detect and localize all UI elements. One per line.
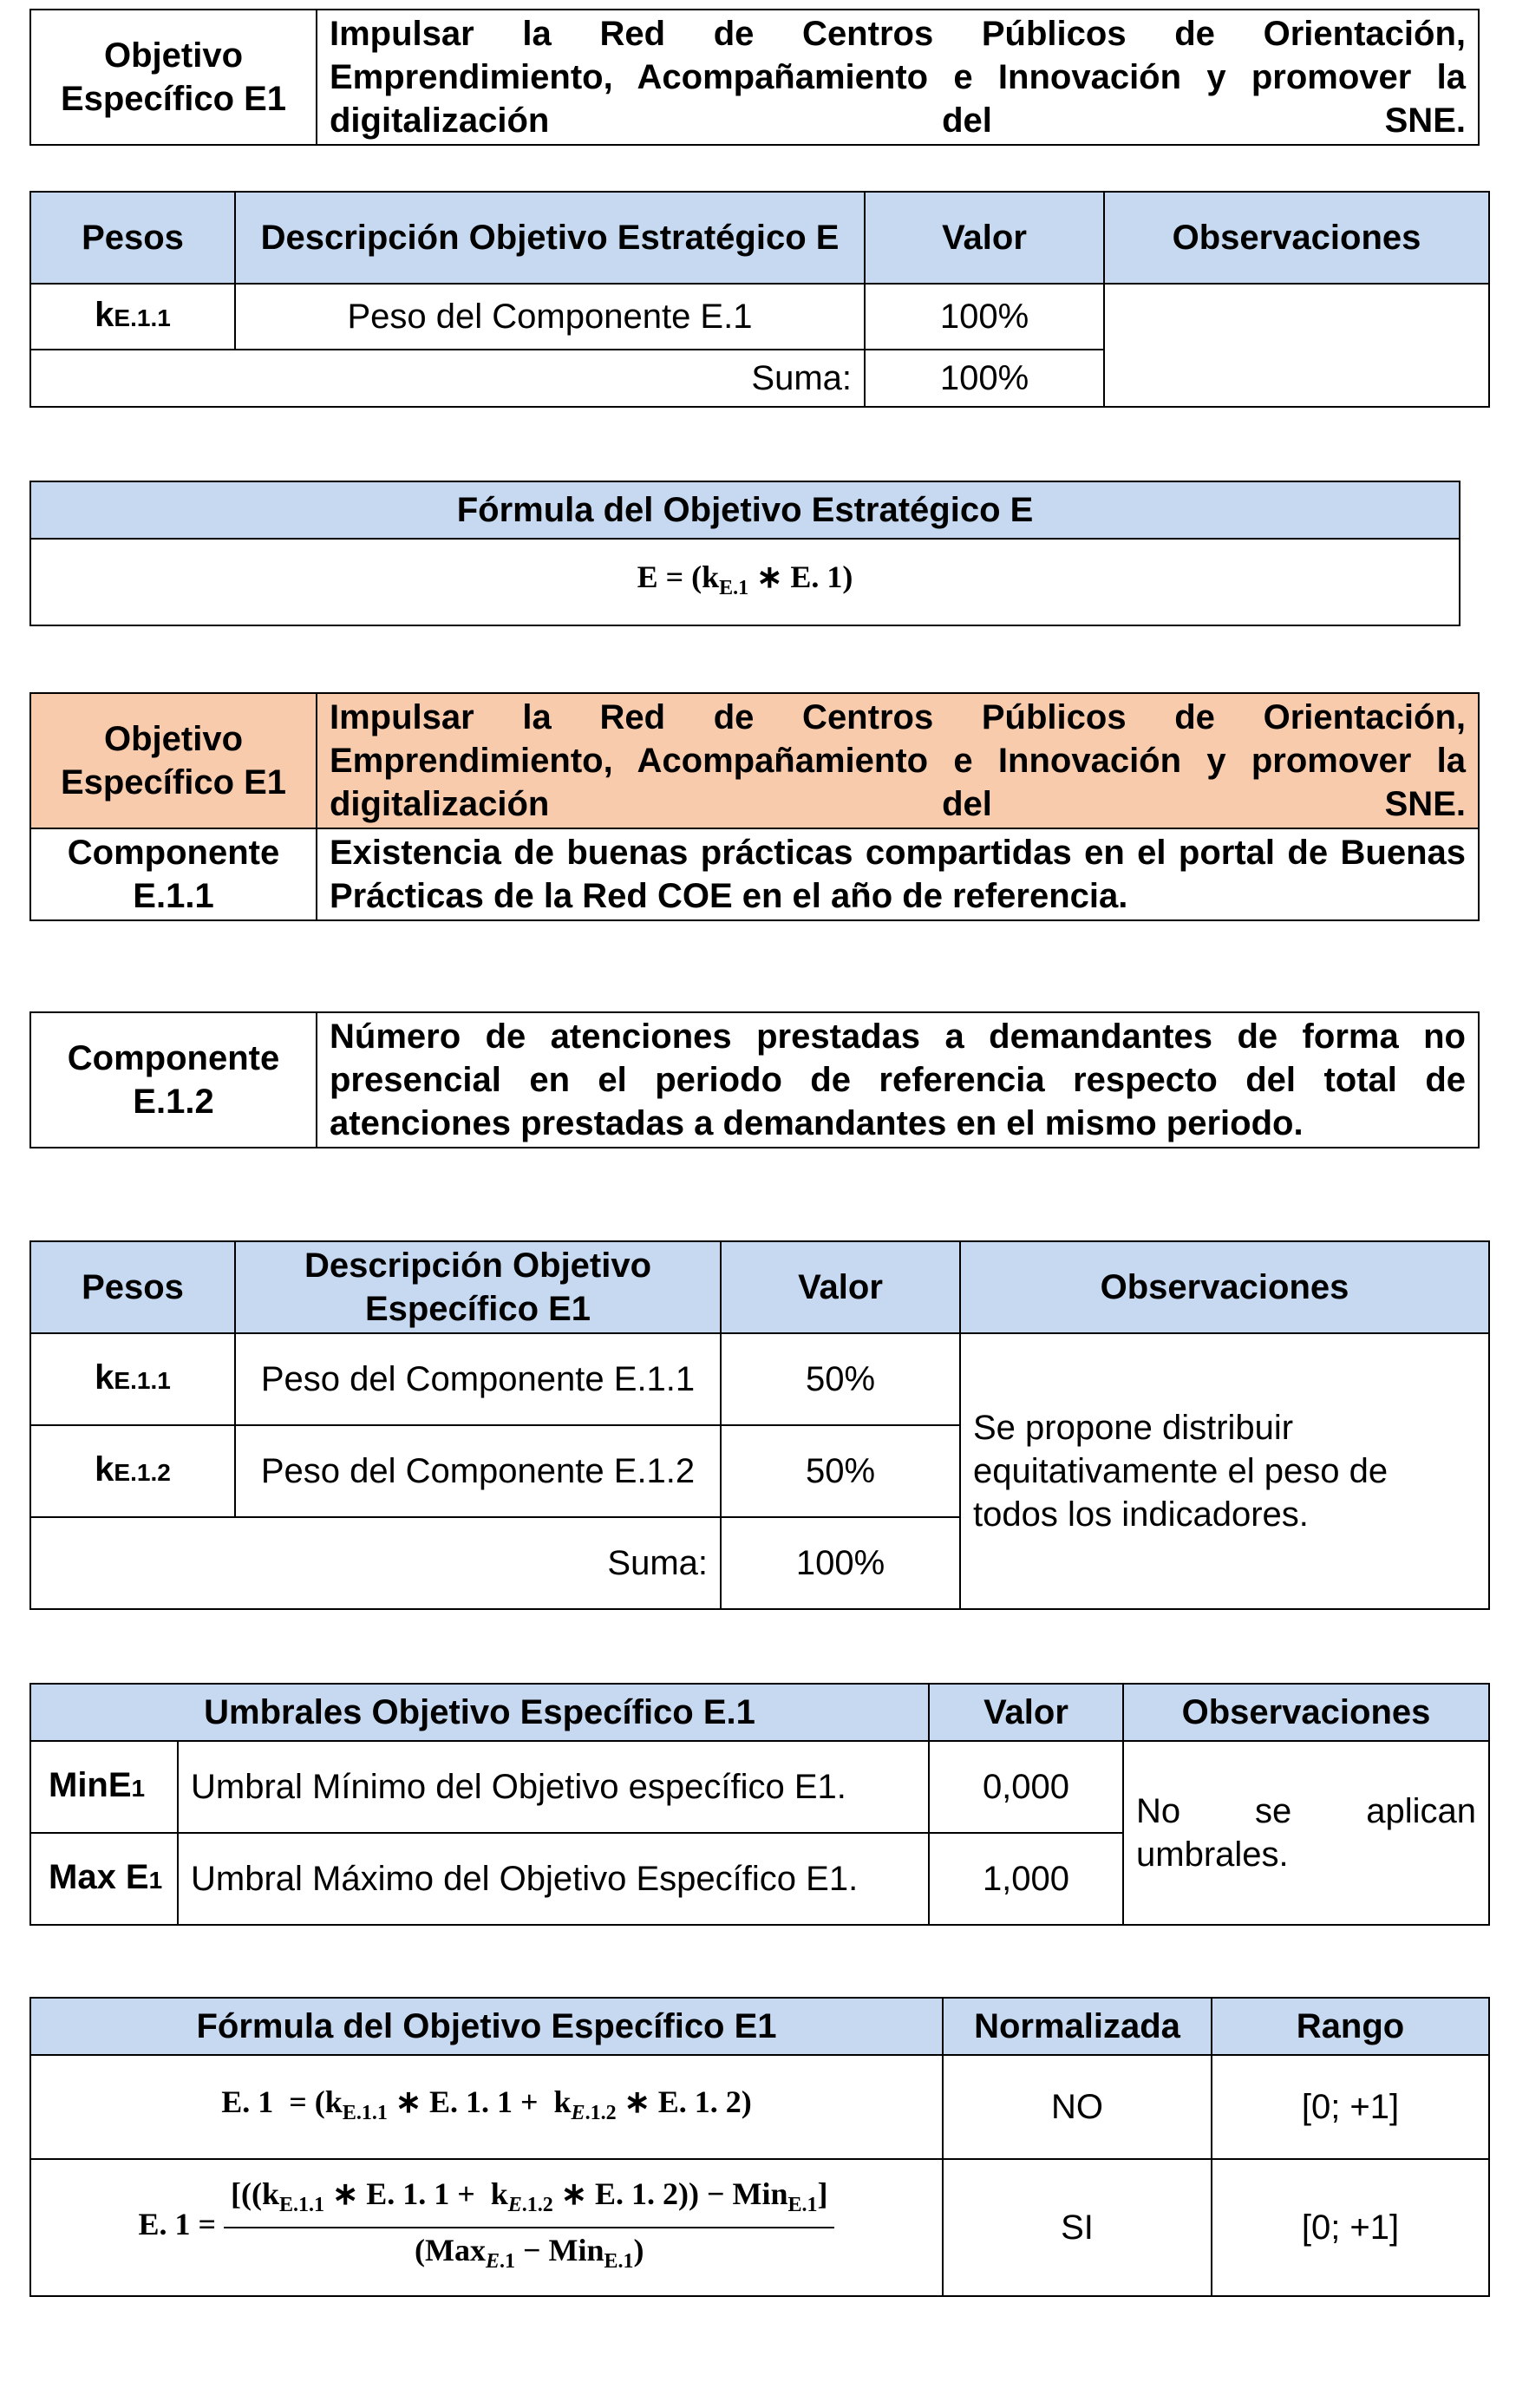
umbral-max-label-sub: 1 (148, 1867, 163, 1894)
header-umbrales: Umbrales Objetivo Específico E.1 (30, 1684, 929, 1741)
header-formula: Fórmula del Objetivo Específico E1 (30, 1998, 943, 2055)
normalizada-si: SI (943, 2159, 1212, 2296)
header-observaciones: Observaciones (1104, 192, 1489, 284)
umbral-min-label (30, 1741, 178, 1833)
componente-e12-table (29, 1011, 1480, 1148)
umbral-max-label (30, 1833, 178, 1925)
normalizada-no: NO (943, 2055, 1212, 2159)
header-observaciones: Observaciones (960, 1241, 1489, 1333)
componente-e12-description: Número de atenciones prestadas a demandantes de forma no presencial en el periodo de referencia respecto del total de atenciones prestadas a demandantes en el mismo periodo. (317, 1012, 1479, 1148)
formula-estrategico-expression: $E = (k_{E.1}$ ∗ E. 1) (30, 539, 1460, 625)
suma-label: Suma: (30, 1517, 721, 1609)
umbrales-table (29, 1683, 1490, 1926)
peso-k-main: k (95, 1358, 114, 1397)
objetivo-description: Impulsar la Red de Centros Públicos de Orientación, Emprendimiento, Acompañamiento e Innovación y promover la digitalización del SNE. (317, 10, 1479, 145)
header-pesos: Pesos (30, 1241, 235, 1333)
peso-k-main: k (95, 296, 114, 334)
peso-desc-e12: Peso del Componente E.1.2 (235, 1425, 721, 1517)
umbral-min-label-sub: 1 (131, 1775, 146, 1802)
umbral-min-valor: 0,000 (929, 1741, 1123, 1833)
objetivo-description: Impulsar la Red de Centros Públicos de Orientación, Emprendimiento, Acompañamiento e Innovación y promover la digitalización del SNE. (317, 693, 1479, 828)
componente-e11-label: Componente E.1.1 (30, 828, 317, 920)
observaciones-cell (1104, 284, 1489, 407)
peso-valor: 100% (865, 284, 1104, 350)
peso-valor-e11: 50% (721, 1333, 960, 1425)
peso-desc-e11: Peso del Componente E.1.1 (235, 1333, 721, 1425)
umbral-min-desc: Umbral Mínimo del Objetivo específico E1. (178, 1741, 929, 1833)
peso-k-e12 (30, 1425, 235, 1517)
header-pesos: Pesos (30, 192, 235, 284)
umbral-max-desc: Umbral Máximo del Objetivo Específico E1. (178, 1833, 929, 1925)
peso-k-main: k (95, 1450, 114, 1489)
header-descripcion: Descripción Objetivo Estratégico E (235, 192, 865, 284)
peso-k (30, 284, 235, 350)
objetivo-label: Objetivo Específico E1 (30, 693, 317, 828)
header-valor: Valor (865, 192, 1104, 284)
suma-valor: 100% (721, 1517, 960, 1609)
peso-k-sub: E.1.2 (114, 1459, 171, 1486)
umbral-max-valor: 1,000 (929, 1833, 1123, 1925)
suma-valor: 100% (865, 350, 1104, 407)
objetivo-label: Objetivo Específico E1 (30, 10, 317, 145)
header-observaciones: Observaciones (1123, 1684, 1489, 1741)
objetivo-componente-table (29, 692, 1480, 921)
peso-desc: Peso del Componente E.1 (235, 284, 865, 350)
rango-si: [0; +1] (1212, 2159, 1489, 2296)
suma-label: Suma: (30, 350, 865, 407)
header-normalizada: Normalizada (943, 1998, 1212, 2055)
header-descripcion: Descripción Objetivo Específico E1 (235, 1241, 721, 1333)
header-valor: Valor (929, 1684, 1123, 1741)
formula-estrategico-table (29, 481, 1460, 626)
rango-no: [0; +1] (1212, 2055, 1489, 2159)
componente-e12-label: Componente E.1.2 (30, 1012, 317, 1148)
componente-e11-description: Existencia de buenas prácticas compartidas en el portal de Buenas Prácticas de la Red COE en el año de referencia. (317, 828, 1479, 920)
header-rango: Rango (1212, 1998, 1489, 2055)
peso-k-e11 (30, 1333, 235, 1425)
observaciones-text: Se propone distribuir equitativamente el peso de todos los indicadores. (960, 1333, 1489, 1609)
pesos-especifico-table (29, 1240, 1490, 1610)
peso-k-sub: E.1.1 (114, 304, 171, 331)
peso-k-sub: E.1.1 (114, 1367, 171, 1394)
formula-normalizada: E. 1 = $\frac{[((k_{E.1.1} ∗ E. 1. 1 + k_{E.1.2} ∗ E. 1. 2)) - Min_{E.1}]}{(Max_{E.1} - Min_{E.1})}$ (30, 2159, 943, 2296)
objetivo-e1-table (29, 9, 1480, 146)
pesos-estrategico-table (29, 191, 1490, 408)
formula-estrategico-title: Fórmula del Objetivo Estratégico E (30, 481, 1460, 539)
umbrales-observacion: No se aplican umbrales. (1123, 1741, 1489, 1925)
umbral-min-label-main: MinE (49, 1766, 132, 1804)
formula-no-normalizada: E. $1 = (k_{E.1.1}$ ∗ E. 1. $1 + k_{E.1.2}$ ∗ E. 1. 2) (30, 2055, 943, 2159)
umbral-max-label-main: Max E (49, 1858, 149, 1896)
formula-especifico-table (29, 1997, 1490, 2297)
header-valor: Valor (721, 1241, 960, 1333)
peso-valor-e12: 50% (721, 1425, 960, 1517)
